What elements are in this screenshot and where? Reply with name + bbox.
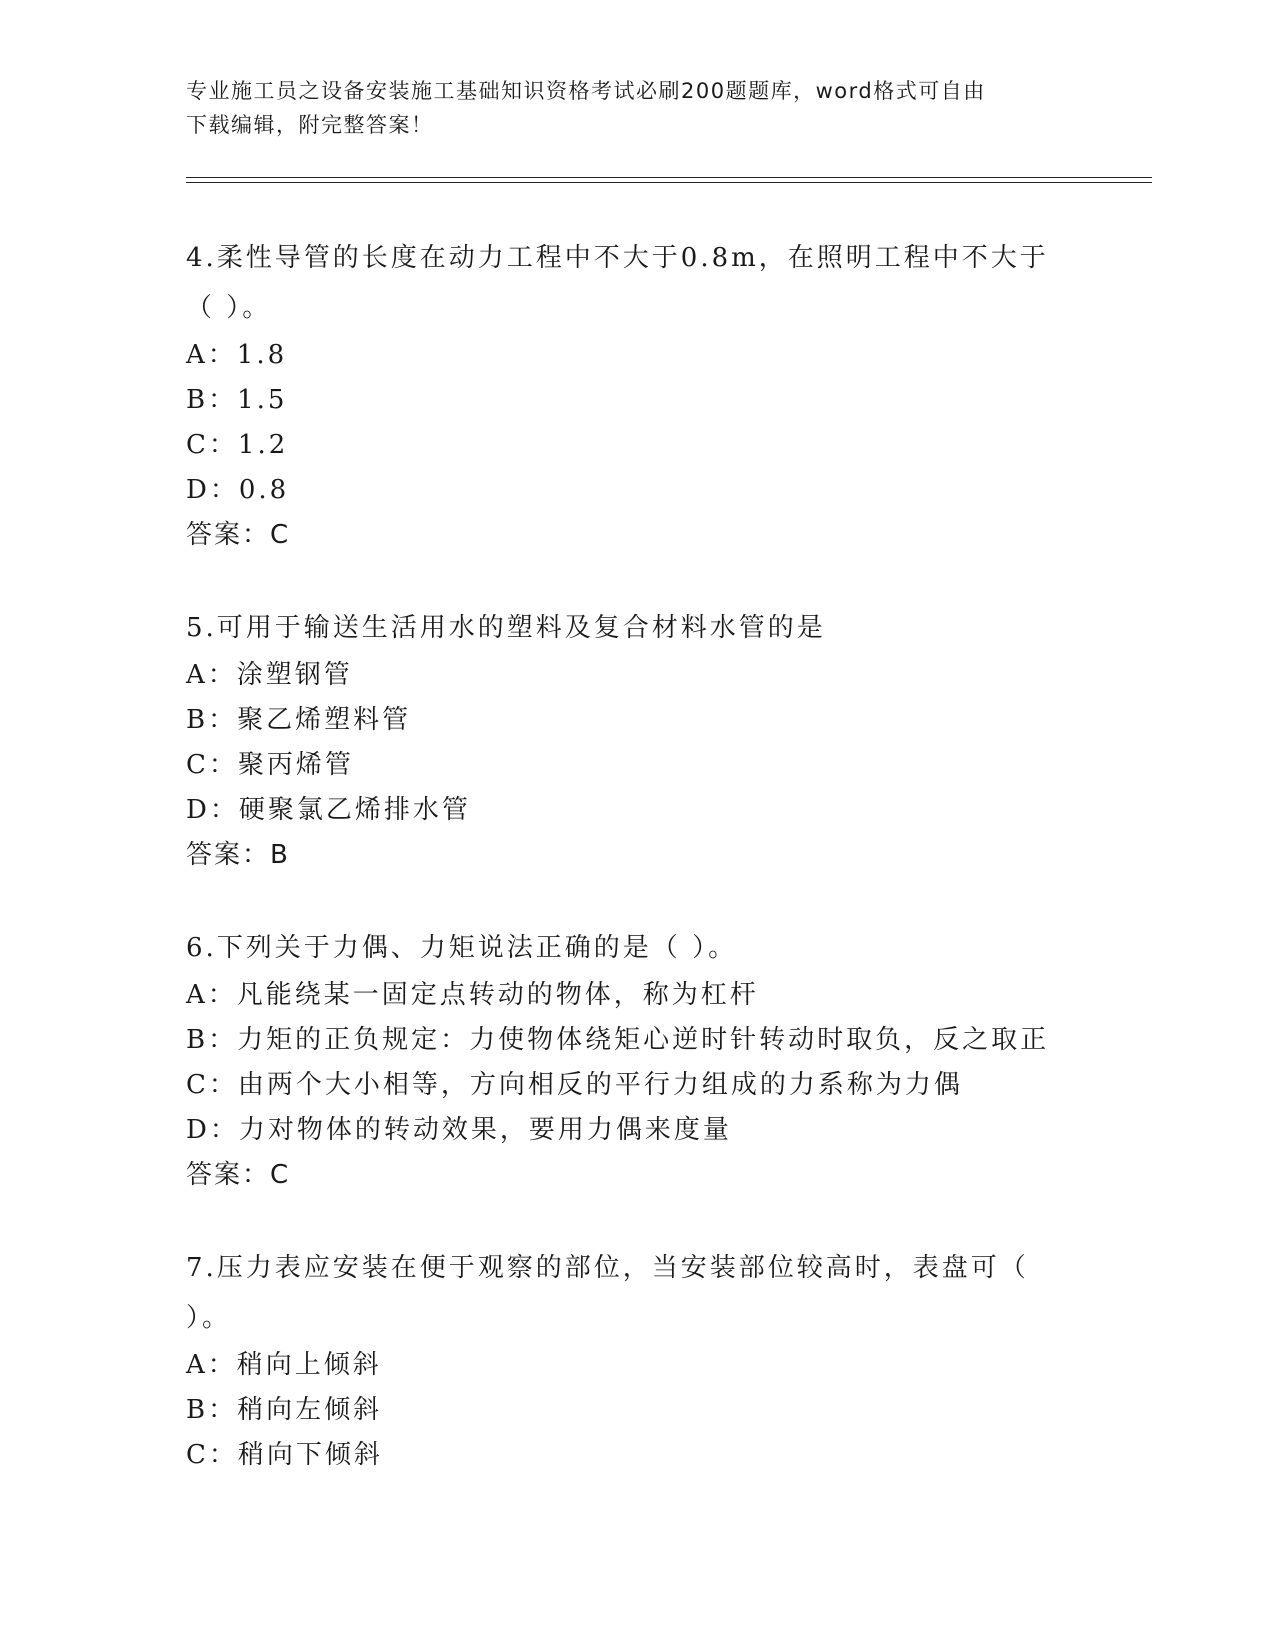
option-text: 涂塑钢管	[236, 660, 353, 690]
option-b	[186, 698, 1066, 743]
option-label: B：	[186, 385, 238, 415]
option-text: 1.5	[237, 385, 288, 415]
question-stem: 5.可用于输送生活用水的塑料及复合材料水管的是	[186, 613, 826, 643]
option-c	[186, 743, 1066, 788]
option-text: 1.2	[237, 430, 289, 460]
option-label: C：	[186, 1070, 238, 1100]
option-b	[186, 1018, 1066, 1063]
option-label: C：	[186, 750, 238, 780]
option-a	[186, 973, 1066, 1018]
option-label: B：	[186, 1395, 238, 1425]
question-6	[186, 923, 1066, 1198]
option-c	[186, 423, 1066, 468]
option-label: C：	[186, 430, 238, 460]
option-label: B：	[186, 705, 238, 735]
option-label: A：	[186, 1350, 237, 1380]
document-header	[186, 74, 1066, 142]
option-text: 硬聚氯乙烯排水管	[238, 795, 471, 825]
question-stem: 4.柔性导管的长度在动力工程中不大于0.8m，在照明工程中不大于（ ）。	[186, 243, 1049, 323]
option-text: 力对物体的转动效果，要用力偶来度量	[238, 1115, 732, 1145]
answer-line: 答案：C	[186, 1160, 291, 1190]
answer-line: 答案：C	[186, 520, 291, 550]
option-text: 聚丙烯管	[237, 750, 354, 780]
option-text: 由两个大小相等，方向相反的平行力组成的力系称为力偶	[237, 1070, 963, 1100]
option-d	[186, 788, 1066, 833]
option-label: B：	[186, 1025, 238, 1055]
option-b	[186, 378, 1066, 423]
header-line-1: 专业施工员之设备安装施工基础知识资格考试必刷200题题库，word格式可自由	[186, 79, 986, 103]
option-c	[186, 1063, 1066, 1108]
header-divider-top	[186, 177, 1152, 178]
option-label: C：	[186, 1440, 238, 1470]
option-a	[186, 1343, 1066, 1388]
option-text: 聚乙烯塑料管	[237, 705, 412, 735]
option-text: 稍向左倾斜	[237, 1395, 383, 1425]
option-label: A：	[186, 340, 237, 370]
option-text: 凡能绕某一固定点转动的物体，称为杠杆	[236, 980, 759, 1010]
header-divider-bottom	[186, 182, 1152, 183]
question-7	[186, 1243, 1066, 1478]
option-c	[186, 1433, 1066, 1478]
question-list	[186, 233, 1066, 1523]
option-label: D：	[186, 795, 239, 825]
option-text: 力矩的正负规定：力使物体绕矩心逆时针转动时取负，反之取正	[237, 1025, 1050, 1055]
option-label: D：	[186, 475, 239, 505]
option-text: 1.8	[236, 340, 288, 370]
question-stem: 6.下列关于力偶、力矩说法正确的是（ ）。	[186, 933, 738, 963]
option-a	[186, 333, 1066, 378]
option-a	[186, 653, 1066, 698]
question-5	[186, 603, 1066, 878]
option-text: 稍向上倾斜	[236, 1350, 382, 1380]
option-label: D：	[186, 1115, 239, 1145]
question-4	[186, 233, 1066, 558]
answer-line: 答案：B	[186, 840, 290, 870]
option-label: A：	[186, 980, 237, 1010]
option-b	[186, 1388, 1066, 1433]
option-text: 稍向下倾斜	[237, 1440, 383, 1470]
question-stem: 7.压力表应安装在便于观察的部位，当安装部位较高时，表盘可（ ）。	[186, 1253, 1029, 1333]
header-line-2: 下载编辑，附完整答案！	[186, 113, 434, 137]
option-d	[186, 1108, 1066, 1153]
option-label: A：	[186, 660, 237, 690]
option-text: 0.8	[238, 475, 290, 505]
option-d	[186, 468, 1066, 513]
